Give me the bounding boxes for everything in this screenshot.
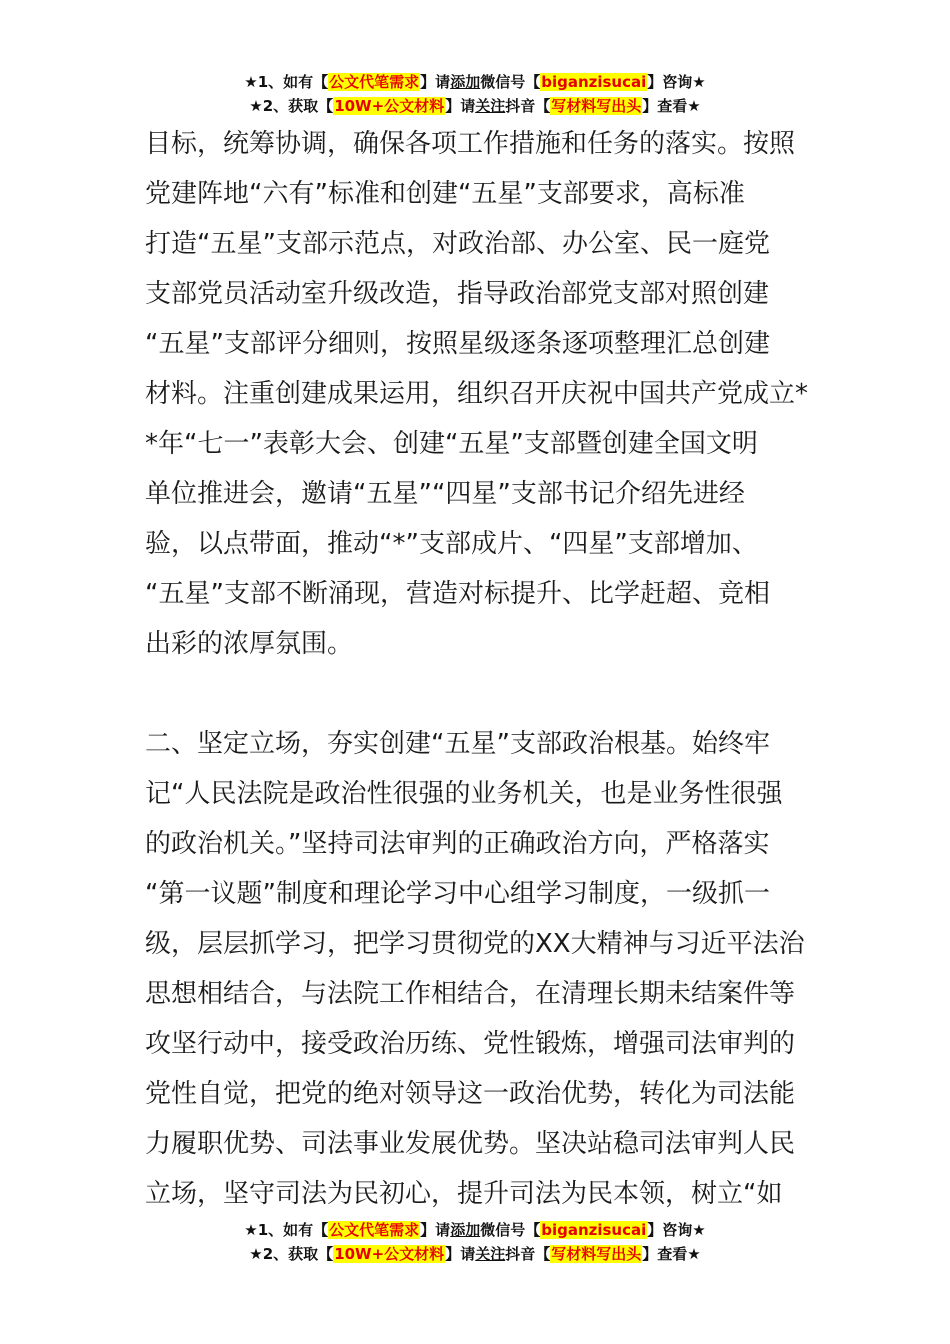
banner-highlight: 公文代笔需求 bbox=[329, 1221, 420, 1239]
banner-line-1 bbox=[0, 70, 950, 94]
text-line: 党性自觉，把党的绝对领导这一政治优势，转化为司法能 bbox=[145, 1079, 796, 1109]
text-line: 打造“五星”支部示范点，对政治部、办公室、民一庭党 bbox=[145, 229, 770, 259]
banner-text: 】咨询★ bbox=[647, 1221, 706, 1239]
banner-underlined: 关注 bbox=[475, 97, 506, 115]
banner-text: 】请 bbox=[420, 73, 451, 91]
text-line: 级，层层抓学习，把学习贯彻党的XX大精神与习近平法治 bbox=[145, 929, 805, 959]
banner-highlight: 写材料写出头 bbox=[551, 1245, 642, 1263]
text-line: 二、坚定立场，夯实创建“五星”支部政治根基。始终牢 bbox=[145, 729, 770, 759]
text-line: 思想相结合，与法院工作相结合，在清理长期未结案件等 bbox=[145, 979, 796, 1009]
banner-text: 】请 bbox=[445, 1245, 476, 1263]
paragraph-2 bbox=[145, 719, 815, 1219]
banner-line-1 bbox=[0, 1218, 950, 1242]
banner-highlight: 10W+公文材料 bbox=[334, 1245, 445, 1263]
banner-underlined: 添加 bbox=[450, 1221, 481, 1239]
banner-highlight: 写材料写出头 bbox=[551, 97, 642, 115]
text-line: “五星”支部评分细则，按照星级逐条逐项整理汇总创建 bbox=[145, 329, 770, 359]
banner-text: 】请 bbox=[445, 97, 476, 115]
banner-text: ★2、获取【 bbox=[249, 1245, 334, 1263]
text-line: 记“人民法院是政治性很强的业务机关，也是业务性很强 bbox=[145, 779, 783, 809]
text-line: 立场，坚守司法为民初心，提升司法为民本领，树立“如 bbox=[145, 1179, 783, 1209]
banner-text: 微信号【 bbox=[480, 73, 541, 91]
text-line: 力履职优势、司法事业发展优势。坚决站稳司法审判人民 bbox=[145, 1129, 796, 1159]
banner-highlight: biganzisucai bbox=[541, 1221, 647, 1239]
text-line: 出彩的浓厚氛围。 bbox=[145, 629, 354, 659]
text-line: 的政治机关。”坚持司法审判的正确政治方向，严格落实 bbox=[145, 829, 770, 859]
text-line: 材料。注重创建成果运用，组织召开庆祝中国共产党成立* bbox=[145, 379, 809, 409]
text-line: 目标，统筹协调，确保各项工作措施和任务的落实。按照 bbox=[145, 129, 796, 159]
banner-highlight: 公文代笔需求 bbox=[329, 73, 420, 91]
banner-underlined: 关注 bbox=[475, 1245, 506, 1263]
text-line: *年“七一”表彰大会、创建“五星”支部暨创建全国文明 bbox=[145, 429, 758, 459]
text-line: 单位推进会，邀请“五星”“四星”支部书记介绍先进经 bbox=[145, 479, 745, 509]
banner-text: 】查看★ bbox=[642, 1245, 701, 1263]
banner-text: 】咨询★ bbox=[647, 73, 706, 91]
text-line: “第一议题”制度和理论学习中心组学习制度，一级抓一 bbox=[145, 879, 770, 909]
text-line: 支部党员活动室升级改造，指导政治部党支部对照创建 bbox=[145, 279, 770, 309]
banner-text: 】查看★ bbox=[642, 97, 701, 115]
banner-text: 抖音【 bbox=[505, 97, 551, 115]
text-line: 党建阵地“六有”标准和创建“五星”支部要求，高标准 bbox=[145, 179, 745, 209]
text-line: 验，以点带面，推动“*”支部成片、“四星”支部增加、 bbox=[145, 529, 758, 559]
header-banner bbox=[0, 70, 950, 118]
banner-text: ★2、获取【 bbox=[249, 97, 334, 115]
banner-highlight: 10W+公文材料 bbox=[334, 97, 445, 115]
banner-underlined: 添加 bbox=[450, 73, 481, 91]
banner-text: 】请 bbox=[420, 1221, 451, 1239]
banner-line-2 bbox=[0, 94, 950, 118]
text-line: 攻坚行动中，接受政治历练、党性锻炼，增强司法审判的 bbox=[145, 1029, 796, 1059]
paragraph-1 bbox=[145, 119, 815, 669]
text-line: “五星”支部不断涌现，营造对标提升、比学赶超、竞相 bbox=[145, 579, 770, 609]
banner-text: 抖音【 bbox=[505, 1245, 551, 1263]
banner-highlight: biganzisucai bbox=[541, 73, 647, 91]
document-body bbox=[145, 119, 815, 1219]
banner-text: 微信号【 bbox=[480, 1221, 541, 1239]
footer-banner bbox=[0, 1218, 950, 1266]
banner-text: ★1、如有【 bbox=[244, 1221, 329, 1239]
banner-text: ★1、如有【 bbox=[244, 73, 329, 91]
paragraph-spacer bbox=[145, 669, 815, 719]
banner-line-2 bbox=[0, 1242, 950, 1266]
